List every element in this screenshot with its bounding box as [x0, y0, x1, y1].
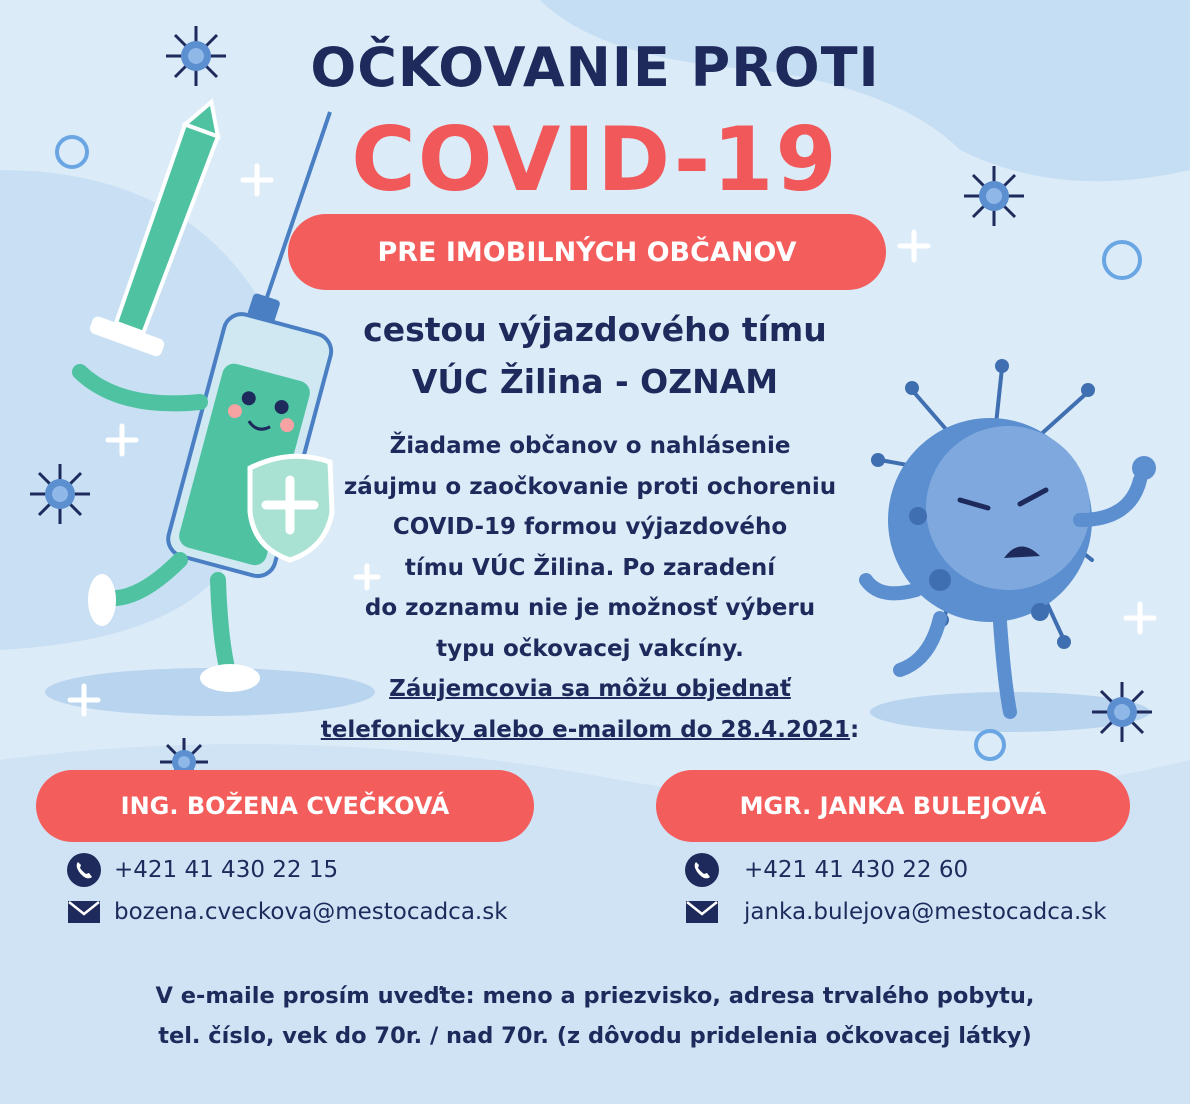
body-line-underlined [250, 669, 930, 710]
disease-title: COVID-19 [351, 108, 839, 211]
deadline-colon: : [850, 716, 860, 743]
body-line: tímu VÚC Žilina. Po zaradení [404, 554, 776, 581]
envelope-icon [66, 894, 102, 930]
footer-line: tel. číslo, vek do 70r. / nad 70r. (z dôvodu pridelenia očkovacej látky) [158, 1023, 1032, 1049]
body-line: COVID-19 formou výjazdového [392, 514, 788, 540]
contact-name-badge [36, 770, 534, 842]
contact-phone[interactable]: +421 41 430 22 15 [114, 857, 339, 883]
body-line: Žiadame občanov o nahlásenie [389, 433, 791, 459]
contact-email-row [66, 894, 508, 930]
contact-phone-row [66, 852, 338, 888]
contact-name: MGR. JANKA BULEJOVÁ [739, 792, 1047, 820]
ring-decoration [1104, 242, 1140, 278]
target-group-badge [288, 214, 886, 290]
page-title: OČKOVANIE PROTI [310, 36, 880, 99]
contact-name: ING. BOŽENA CVEČKOVÁ [120, 792, 450, 820]
envelope-icon [684, 894, 720, 930]
body-line: záujmu o zaočkovanie proti ochoreniu [343, 473, 837, 500]
phone-icon [684, 852, 720, 888]
contact-email[interactable]: bozena.cveckova@mestocadca.sk [114, 899, 508, 925]
contact-email-row [684, 894, 1107, 930]
subtitle [0, 304, 1190, 408]
underlined-text: Záujemcovia sa môžu objednať [389, 676, 791, 702]
ring-decoration [976, 731, 1004, 759]
email-instructions [0, 976, 1190, 1056]
target-group-label: PRE IMOBILNÝCH OBČANOV [377, 236, 797, 268]
subtitle-line: cestou výjazdového tímu [363, 310, 827, 349]
subtitle-line: VÚC Žilina - OZNAM [411, 362, 779, 401]
contact-name-badge [656, 770, 1130, 842]
announcement-text [250, 426, 930, 750]
contact-email[interactable]: janka.bulejova@mestocadca.sk [744, 899, 1107, 925]
virus-decoration [1092, 682, 1152, 742]
underlined-text: telefonicky alebo e-mailom do 28.4.2021 [320, 716, 851, 743]
contact-phone[interactable]: +421 41 430 22 60 [744, 857, 969, 883]
virus-decoration [30, 464, 90, 524]
body-line: typu očkovacej vakcíny. [436, 635, 744, 662]
footer-line: V e-maile prosím uveďte: meno a priezvisko, adresa trvalého pobytu, [155, 983, 1035, 1009]
body-line-underlined [250, 710, 930, 751]
phone-icon [66, 852, 102, 888]
body-line: do zoznamu nie je možnosť výberu [364, 595, 816, 621]
contact-phone-row [684, 852, 968, 888]
